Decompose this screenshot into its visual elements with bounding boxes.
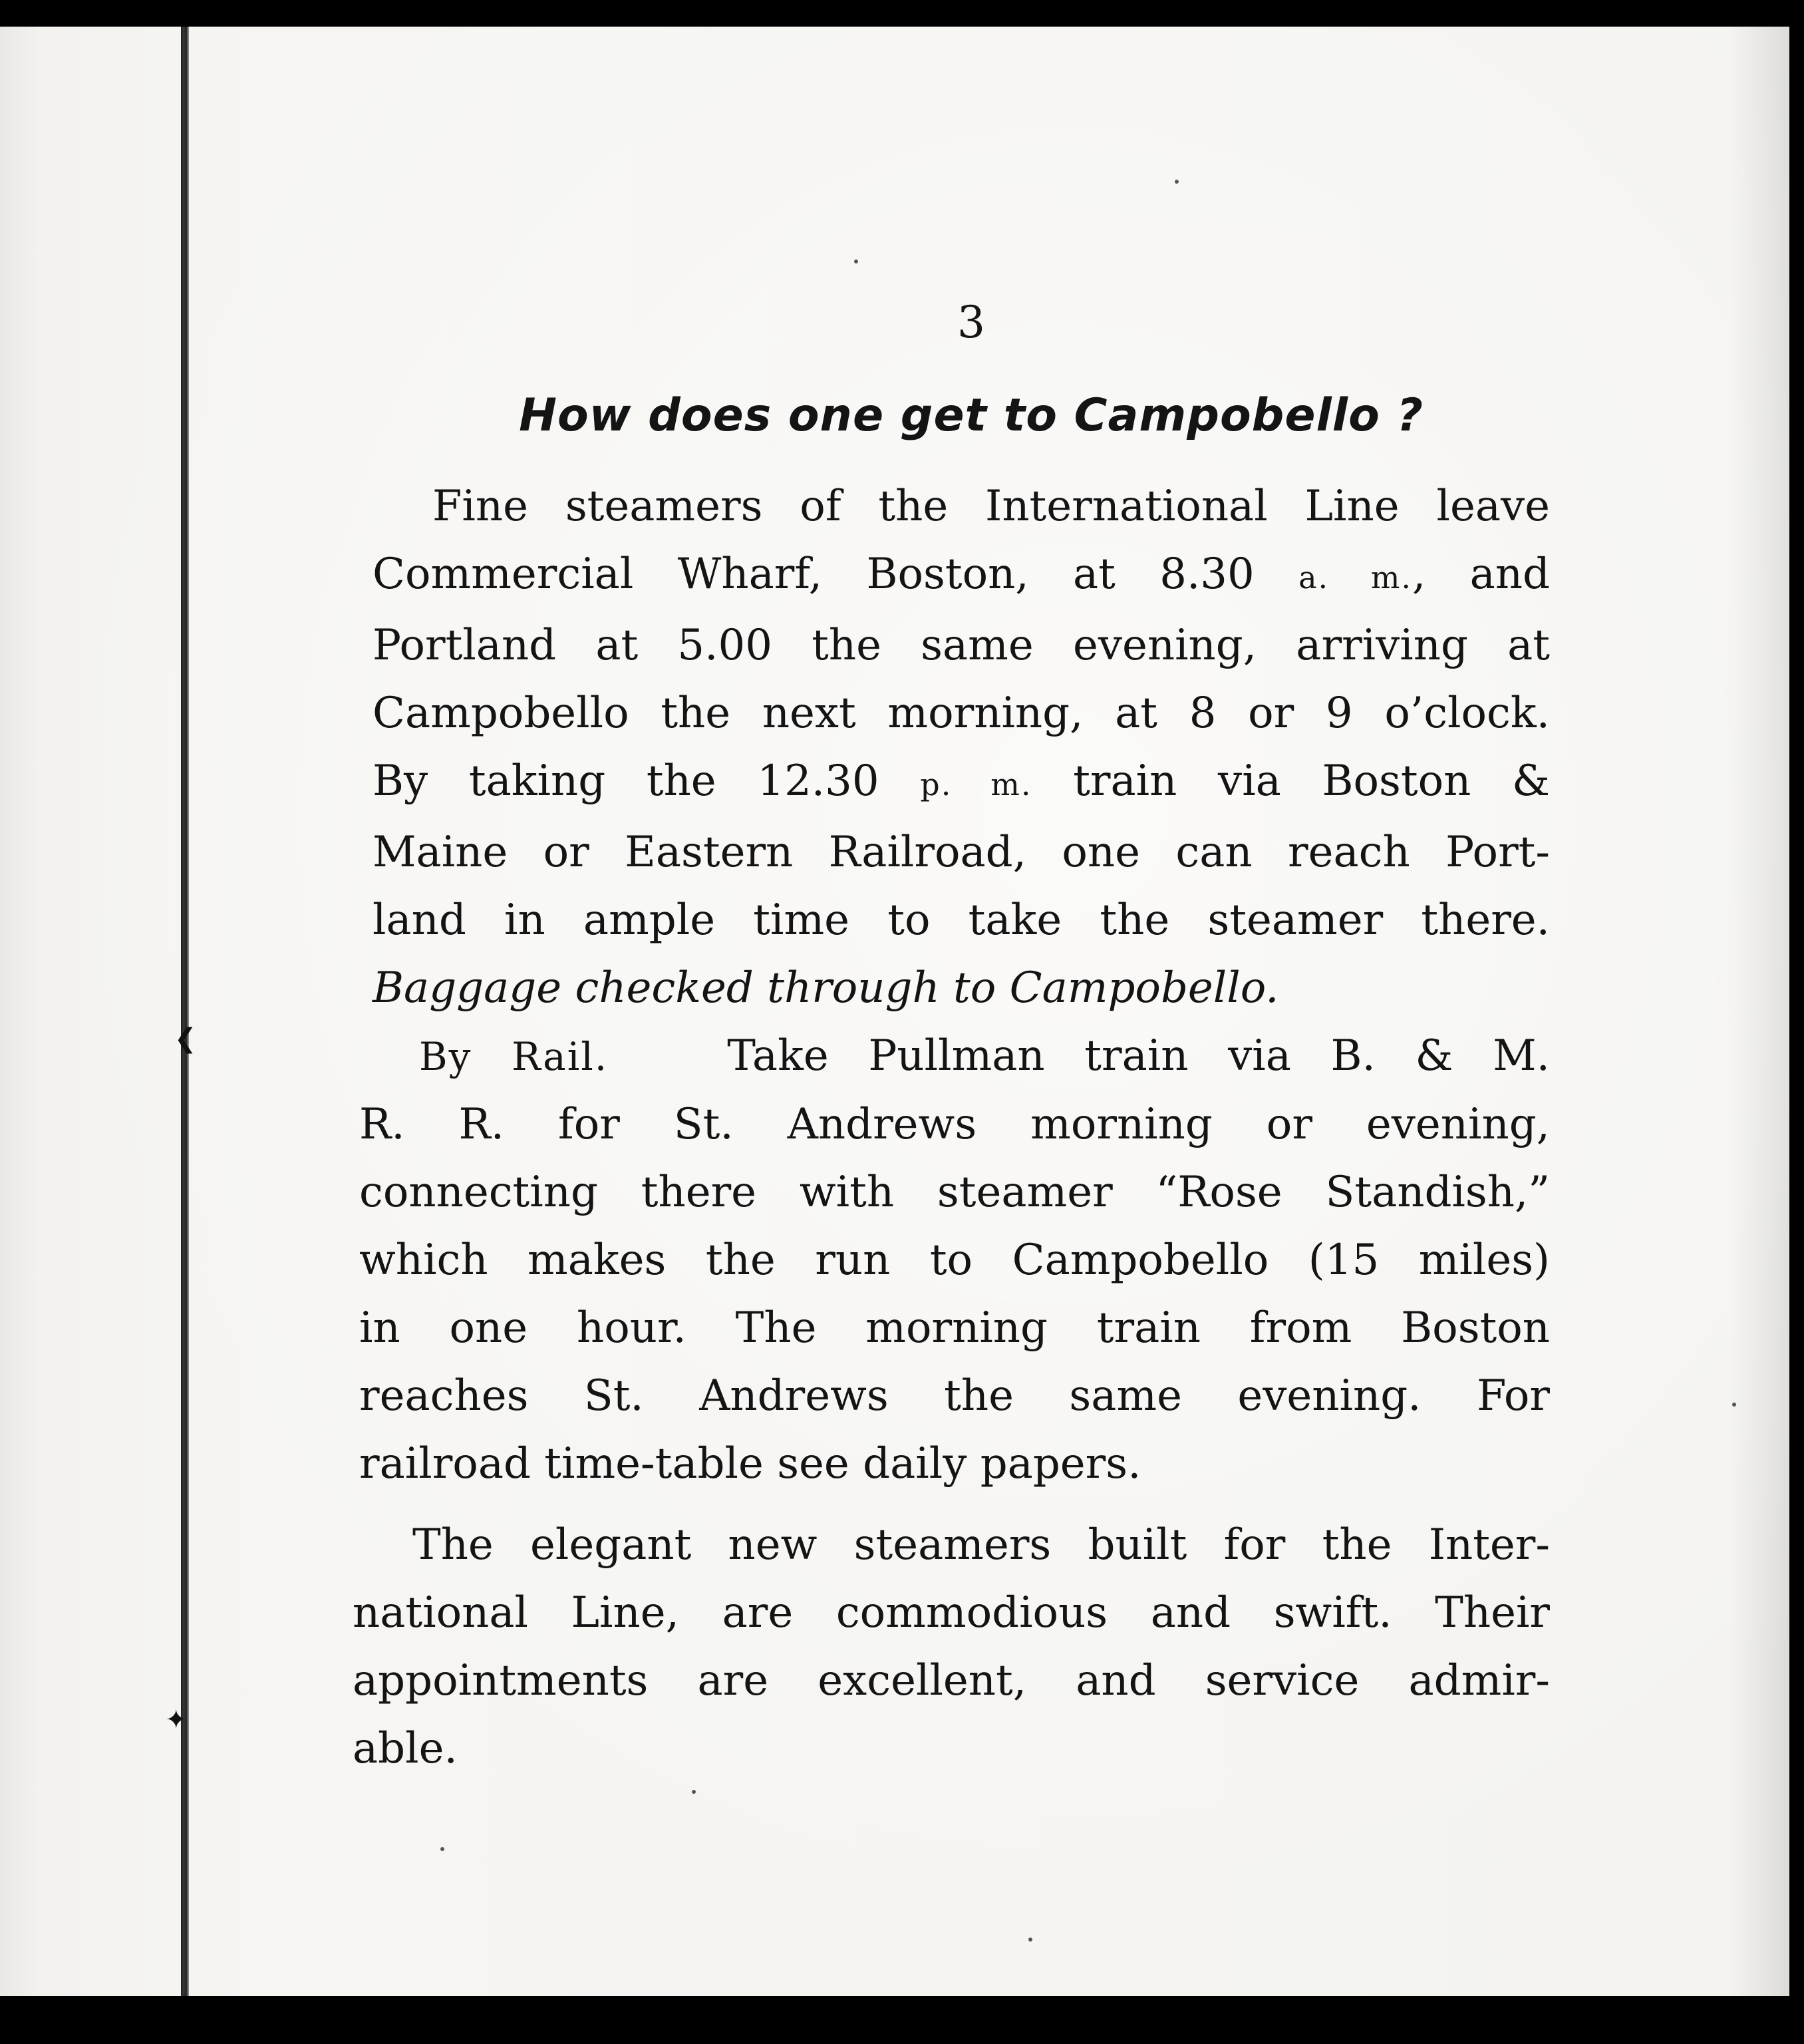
text-fragment: train via Boston & <box>1073 757 1551 806</box>
binding-stitch-mark: ❮ <box>174 1023 197 1054</box>
paper-speck <box>440 1847 444 1851</box>
text-line: Portland at 5.00 the same evening, arriving at <box>373 621 1550 670</box>
paragraph-steamers <box>373 472 1550 1022</box>
small-caps-lead: By Rail. <box>419 1034 609 1079</box>
paragraph-elegant-steamers <box>353 1511 1550 1783</box>
paper-speck <box>1732 1403 1736 1407</box>
binding-fold <box>181 27 189 1996</box>
text-line <box>373 540 1550 611</box>
text-line: able. <box>353 1724 458 1773</box>
text-line: The elegant new steamers built for the Inter- <box>412 1520 1550 1570</box>
text-line <box>359 1022 1550 1091</box>
text-fragment: Take Pullman train via B. & M. <box>727 1031 1551 1081</box>
paper-speck <box>1175 180 1179 184</box>
text-fragment: By taking the 12.30 <box>373 757 879 806</box>
text-line: railroad time-table see daily papers. <box>359 1439 1141 1488</box>
text-line: Campobello the next morning, at 8 or 9 o’clock. <box>373 689 1550 738</box>
paper-speck <box>1028 1938 1032 1942</box>
small-caps-fragment: p. m. <box>920 766 1032 802</box>
binding-stitch-mark: ✦ <box>165 1705 188 1735</box>
text-fragment: Commercial Wharf, Boston, at 8.30 <box>373 550 1255 599</box>
text-line <box>373 747 1550 818</box>
text-line: which makes the run to Campobello (15 miles) <box>359 1236 1550 1285</box>
text-line: reaches St. Andrews the same evening. For <box>359 1371 1550 1421</box>
text-line: land in ample time to take the steamer there. <box>373 896 1550 945</box>
text-line: R. R. for St. Andrews morning or evening, <box>359 1100 1550 1149</box>
page-number: 3 <box>957 297 985 348</box>
small-caps-fragment: a. m. <box>1298 560 1412 596</box>
paper-speck <box>854 259 858 263</box>
page-content <box>353 293 1550 1783</box>
paragraph-by-rail <box>359 1022 1550 1498</box>
paper-speck <box>692 1790 696 1794</box>
text-line: Maine or Eastern Railroad, one can reach Port- <box>373 828 1550 877</box>
text-line: Fine steamers of the International Line leave <box>432 482 1550 531</box>
text-line: in one hour. The morning train from Boston <box>359 1303 1550 1353</box>
text-fragment: , and <box>1412 550 1551 599</box>
italic-text-line: Baggage checked through to Campobello. <box>373 963 1279 1013</box>
page-heading: How does one get to Campobello ? <box>519 389 1424 442</box>
text-line: national Line, are commodious and swift. Their <box>353 1588 1550 1637</box>
text-line: appointments are excellent, and service admir- <box>353 1656 1550 1705</box>
text-line: connecting there with steamer “Rose Standish,” <box>359 1168 1550 1217</box>
